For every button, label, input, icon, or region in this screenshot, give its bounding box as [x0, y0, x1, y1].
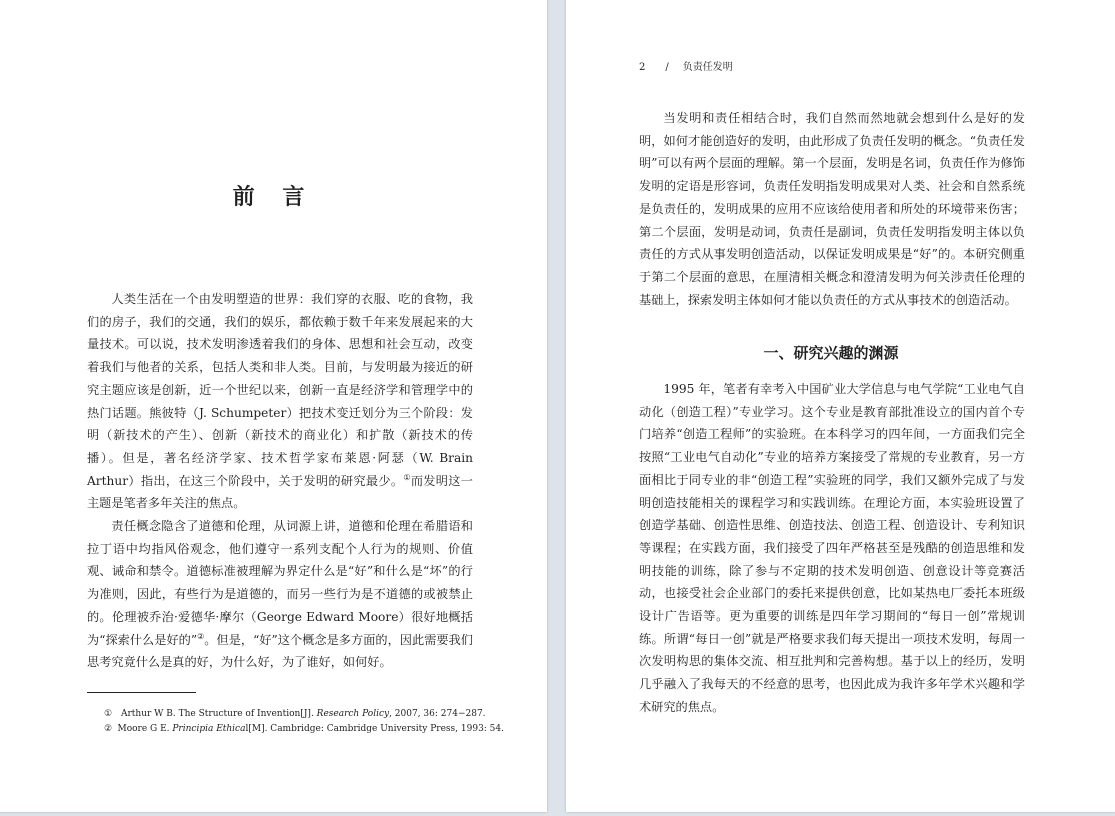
- section-paragraph: 1995 年，笔者有幸考入中国矿业大学信息与电气学院“工业电气自动化（创造工程）”专业学习。这个专业是教育部批准设立的国内首个专门培养“创造工程师”的实验班。在本科学习的四年间，一方面我们完全按照“工业电气自动化”专业的培养方案接受了常规的专业教育，另一方面相比于同专业的非“创造工程”实验班的同学，我们又额外完成了与发明创造技能相关的课程学习和实践训练。在理论方面，本实验班设置了创造学基础、创造性思维、创造技法、创造工程、创造设计、专利知识等课程；在实践方面，我们接受了四年严格甚至是残酷的创造思维和发明技能的训练，除了参与不定期的技术发明创造、创意设计等竞赛活动，也接受社会企业部门的委托来提供创意，比如某热电厂委托本班级设计广告语等。更为重要的训练是四年学习期间的“每日一创”常规训练。所谓“每日一创”就是严格要求我们每天提出一项技术发明，每周一次发明构思的集体交流、相互批判和完善构想。基于以上的经历，发明几乎融入了我每天的不经意的思考，也因此成为我许多年学术兴趣和学术研究的焦点。: [639, 382, 1025, 714]
- footnote-ref[interactable]: ②: [197, 631, 205, 641]
- page-number: 2: [639, 62, 646, 73]
- preface-paragraph: [87, 288, 473, 515]
- footnote-text-part: Moore G E.: [117, 724, 173, 734]
- footnote-journal: Research Policy: [316, 709, 390, 719]
- paragraph-text: 。但是，“好”这个概念是多方面的，因此需要我们思考究竟什么是真的好，为什么好，为了谁好，如何好。: [87, 632, 473, 670]
- intro-paragraph: 当发明和责任相结合时，我们自然而然地就会想到什么是好的发明，如何才能创造好的发明，由此形成了负责任发明的概念。“负责任发明”可以有两个层面的理解。第一个层面，发明是名词，负责任作为修饰发明的定语是形容词，负责任发明指发明成果对人类、社会和自然系统是负责任的，发明成果的应用不应该给使用者和所处的环境带来伤害；第二个层面，发明是动词，负责任是副词，负责任发明指发明主体以负责任的方式从事发明创造活动，以保证发明成果是“好”的。本研究侧重于第二个层面的意思，在厘清相关概念和澄清发明为何关涉责任伦理的基础上，探索发明主体如何才能以负责任的方式从事技术的创造活动。: [639, 111, 1025, 307]
- footnote-book: Principia Ethica: [172, 724, 246, 734]
- paragraph-text: 人类生活在一个由发明塑造的世界：我们穿的衣服、吃的食物，我们的房子，我们的交通，我们的娱乐，都依赖于数千年来发展起来的大量技术。可以说，技术发明渗透着我们的身体、思想和社会互动，改变着我们与他者的关系，包括人类和非人类。目前，与发明最为接近的研究主题应该是创新，近一个世纪以来，创新一直是经济学和管理学中的热门话题。熊彼特（J. Schumpeter）把技术变迁划分为三个阶段：发明（新技术的产生）、创新（新技术的商业化）和扩散（新技术的传播）。但是，著名经济学家、技术哲学家布莱恩·阿瑟（W. Brain Arthur）指出，在这三个阶段中，关于发明的研究最少。: [87, 292, 473, 488]
- intro-body: [639, 107, 1025, 311]
- preface-body: [87, 288, 473, 674]
- section-heading: 一、研究兴趣的渊源: [763, 344, 899, 362]
- footnote-text: [117, 722, 504, 737]
- running-title: 负责任发明: [682, 62, 733, 73]
- footnote-number: ②: [104, 724, 113, 734]
- footnote-text: [121, 707, 486, 722]
- footnote-item: [104, 707, 504, 722]
- footnote-ref[interactable]: ①: [403, 472, 411, 482]
- footnotes: [104, 707, 504, 737]
- preface-paragraph: [87, 515, 473, 674]
- header-separator: /: [665, 62, 669, 73]
- section-body: [639, 378, 1025, 719]
- footnote-text-part: , 2007, 36: 274−287.: [389, 709, 486, 719]
- paragraph-text: 责任概念隐含了道德和伦理，从词源上讲，道德和伦理在希腊语和拉丁语中均指风俗观念，他们遵守一系列支配个人行为的规则、价值观、诫命和禁令。道德标准被理解为界定什么是“好”和什么是“坏”的行为准则，因此，有些行为是道德的，而另一些行为是不道德的或被禁止的。伦理被乔治·爱德华·摩尔（George Edward Moore）很好地概括为“探索什么是好的”: [87, 519, 473, 647]
- footnote-text-part: l[M]. Cambridge: Cambridge University Press, 1993: 54.: [245, 724, 504, 734]
- footnote-divider: [87, 692, 196, 693]
- paragraph-text: 而发明这一主题是笔者多年关注的焦点。: [87, 473, 473, 511]
- footnote-text-part: Arthur W B. The Structure of Invention[J].: [121, 709, 317, 719]
- preface-title: 前 言: [232, 184, 315, 210]
- footnote-item: [104, 722, 504, 737]
- footnote-number: ①: [104, 709, 113, 719]
- running-header: [639, 58, 733, 73]
